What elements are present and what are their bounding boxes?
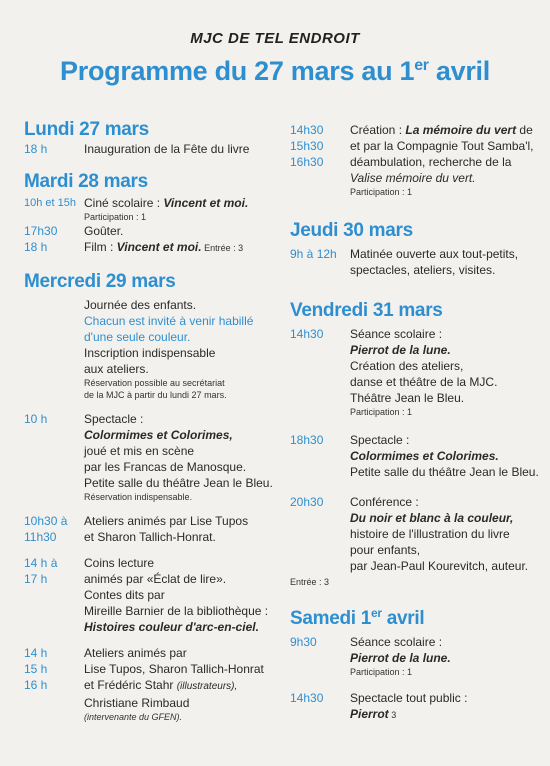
event-row: 14h30 Séance scolaire : Pierrot de la lune. Création des ateliers, danse et théâtre de la MJC. Théâtre Jean le Bleu. Participation : 1 [290,327,498,417]
right-column [290,122,540,722]
day-heading-jeudi: Jeudi 30 mars [290,220,413,241]
event-row: 18h30 Spectacle : Colormimes et Colorimes. Petite salle du théâtre Jean le Bleu. [290,433,539,479]
event-row: 18 h Inauguration de la Fête du livre [24,142,250,156]
entry-fee: Entrée : 3 [290,577,330,587]
day-heading-mercredi: Mercredi 29 mars [24,271,176,292]
event-row: 10 h Spectacle : Colormimes et Colorimes, joué et mis en scène par les Francas de Manosque. Petite salle du théâtre Jean le Bleu. Réservation indispensable. [24,412,273,502]
day-heading-lundi: Lundi 27 mars [24,119,149,140]
event-row: 10h30 à 11h30 Ateliers animés par Lise Tupos et Sharon Tallich-Honrat. [24,514,249,544]
day-heading-samedi: Samedi 1er avril [290,606,425,629]
event-row: 9h à 12h Matinée ouverte aux tout-petits, spectacles, ateliers, visites. [290,247,519,277]
day-heading-vendredi: Vendredi 31 mars [290,300,443,321]
event-row: 17h30 Goûter. [24,224,124,238]
event-row: 10h et 15h Ciné scolaire : Vincent et moi. Participation : 1 [24,196,249,222]
event-row: 14h30 Spectacle tout public : Pierrot 3 [290,691,468,721]
left-column [24,117,289,723]
event-row: 18 h Film : Vincent et moi. Entrée : 3 [24,240,244,254]
event-row: 14 h à 17 h Coins lecture animés par «Éclat de lire». Contes dits par Mireille Barnier de la bibliothèque : Histoires couleur d'arc-en-ciel. [24,556,269,634]
event-row: 14 h 15 h 16 h Ateliers animés par Lise Tupos, Sharon Tallich-Honrat et Frédéric Stahr (illustrateurs), Christiane Rimbaud (intervenante du GFEN). [24,646,264,722]
event-row: 20h30 Conférence : Du noir et blanc à la couleur, histoire de l'illustration du livre pour enfants, par Jean-Paul Kourevitch, auteur. [290,495,529,573]
organization-name: MJC DE TEL ENDROIT [190,30,360,47]
event-row: 14h30 15h30 16h30 Création : La mémoire du vert de et par la Compagnie Tout Samba'l, déambulation, recherche de la Valise mémoire du vert. Participation : 1 [290,123,534,197]
day-heading-mardi: Mardi 28 mars [24,171,148,192]
event-row: Journée des enfants. Chacun est invité à venir habillé d'une seule couleur. Inscription indispensable aux ateliers. Réservation possible au secrétariat de la MJC à partir du lundi 27 mars. [84,298,254,400]
event-row: 9h30 Séance scolaire : Pierrot de la lune. Participation : 1 [290,635,451,677]
page-title: Programme du 27 mars au 1er avril [60,56,490,86]
